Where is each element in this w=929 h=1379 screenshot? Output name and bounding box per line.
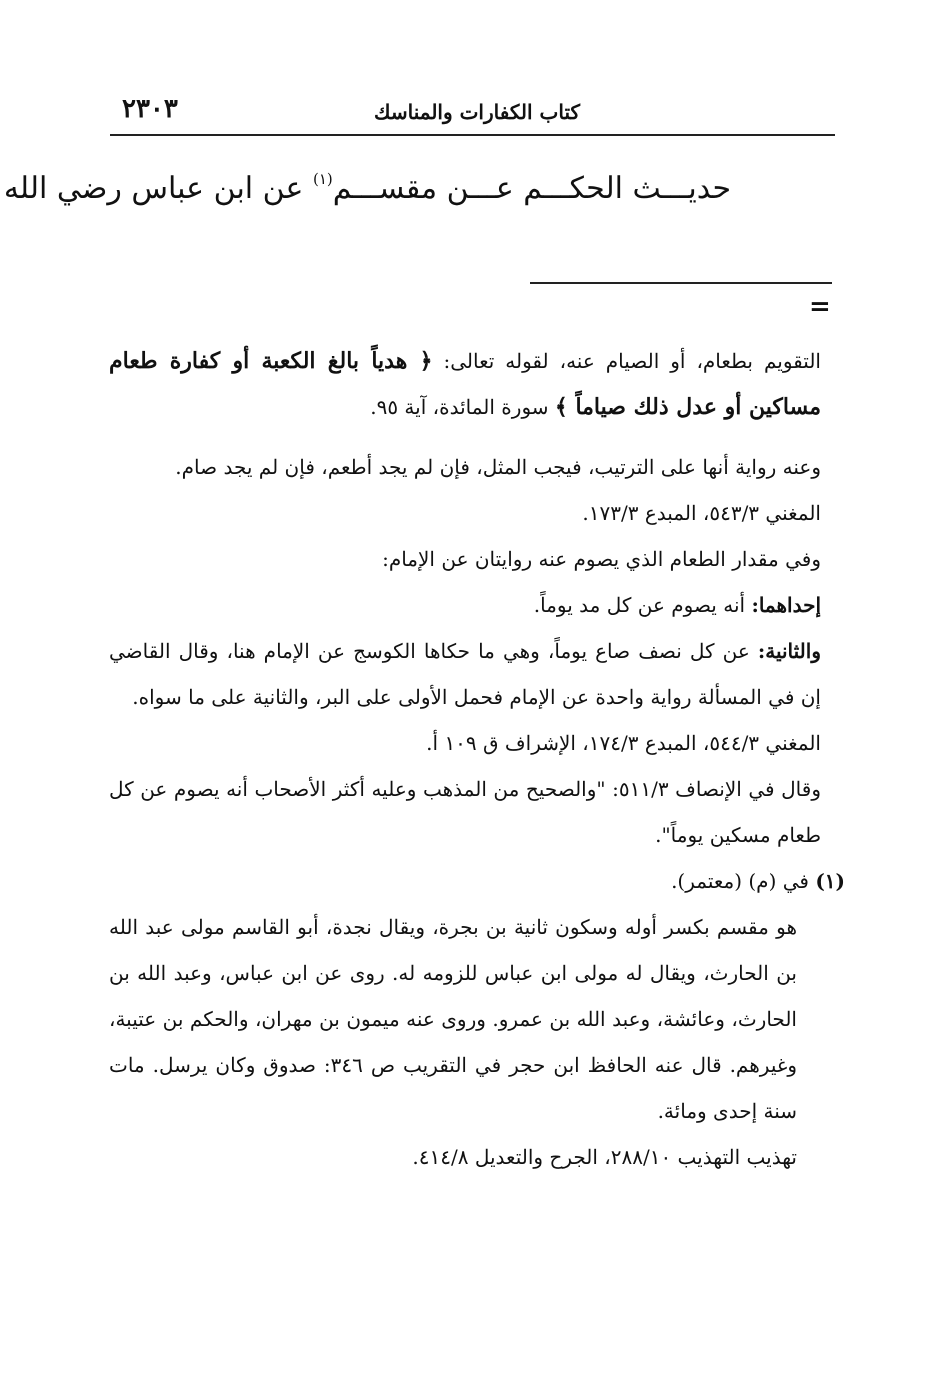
first-narration-label: إحداهما: <box>751 593 821 617</box>
footnote-paragraph-first <box>109 582 821 628</box>
footnote-1 <box>109 858 845 904</box>
footnote-continuation-mark: = <box>809 292 831 322</box>
quran-verse: ﴿ هدياً بالغ الكعبة أو كفارة طعام مساكين أو عدل ذلك صياماً ﴾ <box>109 348 821 420</box>
footnote-paragraph-second <box>109 628 821 720</box>
verse-citation: سورة المائدة، آية ٩٥. <box>370 395 555 419</box>
page-number: ٢٣٠٣ <box>122 94 178 124</box>
main-text-line <box>3 170 731 206</box>
footnote-paragraph-amount: وفي مقدار الطعام الذي يصوم عنه روايتان عن الإمام: <box>382 547 821 571</box>
footnote-paragraph-ayah <box>109 338 821 430</box>
footnote-separator <box>530 282 832 284</box>
second-narration-text: عن كل نصف صاع يوماً، وهي ما حكاها الكوسج عن الإمام هنا، وقال القاضي إن في المسألة رواية واحدة عن الإمام فحمل الأولى على البر، والثانية على ما سواه. <box>109 639 821 709</box>
footnote-1-number: (١) <box>815 869 845 893</box>
footnote-paragraph-order: وعنه رواية أنها على الترتيب، فيجب المثل، فإن لم يجد أطعم، فإن لم يجد صام. <box>175 455 821 479</box>
second-narration-label: والثانية: <box>757 639 821 663</box>
footnote-source-1: المغني ٥٤٣/٣، المبدع ١٧٣/٣. <box>582 501 821 525</box>
book-title: كتاب الكفارات والمناسك <box>374 100 580 124</box>
main-text-end: عن ابن عباس رضي الله <box>3 171 313 206</box>
footnote-1-references: تهذيب التهذيب ٢٨٨/١٠، الجرح والتعديل ٤١٤/٨. <box>412 1145 797 1169</box>
footnote-paragraph-insaf: وقال في الإنصاف ٥١١/٣: "والصحيح من المذهب وعليه أكثر الأصحاب أنه يصوم عن كل طعام مسكين يوماً". <box>109 777 821 847</box>
footnote-1-text: في (م) (معتمر). <box>671 869 816 893</box>
footnote-1-biography: هو مقسم بكسر أوله وسكون ثانية بن بجرة، ويقال نجدة، أبو القاسم مولى عبد الله بن الحارث، ويقال له مولى ابن عباس للزومه له. روى عن ابن عباس، وعبد الله بن الحارث، وعائشة، وعبد الله بن عمرو. وروى عنه ميمون بن مهران، والحكم بن عتيبة، وغيرهم. قال عنه الحافظ ابن حجر في التقريب ص ٣٤٦: صدوق وكان يرسل. مات سنة إحدى ومائة. <box>109 915 797 1123</box>
footnote-text: التقويم بطعام، أو الصيام عنه، لقوله تعالى: <box>432 349 821 373</box>
first-narration-text: أنه يصوم عن كل مد يوماً. <box>533 593 752 617</box>
footnotes-section <box>109 338 845 1180</box>
footnote-ref-1: (١) <box>312 170 333 188</box>
running-header <box>110 92 835 136</box>
main-text-start: حديـــث الحكـــم عـــن مقســـم <box>332 171 731 206</box>
footnote-source-2: المغني ٥٤٤/٣، المبدع ١٧٤/٣، الإشراف ق ١٠٩ أ. <box>426 731 821 755</box>
